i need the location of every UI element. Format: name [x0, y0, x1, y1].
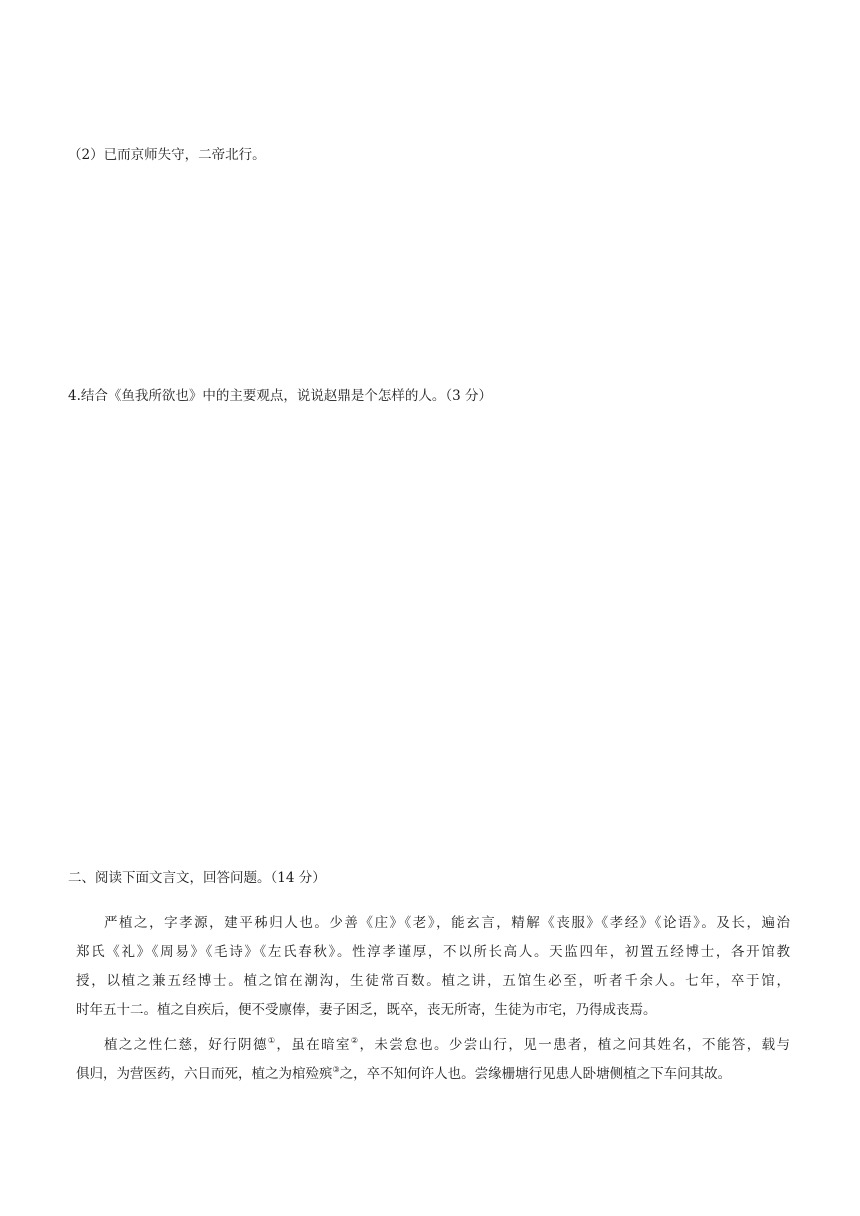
passage-text: 俱归，为营医药，六日而死，植之为棺殓殡 [76, 1066, 333, 1082]
passage-line [76, 1031, 790, 1060]
passage-line: 严植之，字孝源，建平秭归人也。少善《庄》《老》，能玄言，精解《丧服》《孝经》《论语》。及长，遍治 [104, 915, 790, 931]
passage-text: ，未尝怠也。少尝山行，见一患者，植之问其姓名，不能答，载与 [359, 1037, 791, 1053]
passage-line: 郑氏《礼》《周易》《毛诗》《左氏春秋》。性淳孝谨厚，不以所长高人。天监四年，初置五经博士，各开馆教 [76, 944, 790, 960]
footnote-marker-1: ① [267, 1036, 277, 1045]
question-4: 4.结合《鱼我所欲也》中的主要观点，说说赵鼎是个怎样的人。（3 分） [68, 388, 493, 404]
footnote-marker-2: ② [350, 1036, 360, 1045]
passage-paragraph-1 [76, 909, 790, 1025]
question-2: （2）已而京师失守，二帝北行。 [68, 147, 266, 163]
passage-line [76, 1060, 790, 1089]
passage-text: 之，卒不知何许人也。尝缘栅塘行见患人卧塘侧植之下车问其故。 [339, 1066, 732, 1082]
passage-line: 时年五十二。植之自疾后，便不受廪俸，妻子困乏，既卒，丧无所寄，生徒为市宅，乃得成丧焉。 [76, 1002, 657, 1018]
passage-paragraph-2 [76, 1031, 790, 1089]
passage-line: 授，以植之兼五经博士。植之馆在潮沟，生徒常百数。植之讲，五馆生必至，听者千余人。七年，卒于馆， [76, 973, 790, 989]
passage-text: ，虽在暗室 [276, 1037, 351, 1053]
footnote-marker-3: ③ [332, 1065, 340, 1074]
passage-text: 植之之性仁慈，好行阴德 [104, 1037, 268, 1053]
section-2-heading: 二、阅读下面文言文，回答问题。（14 分） [68, 870, 326, 886]
